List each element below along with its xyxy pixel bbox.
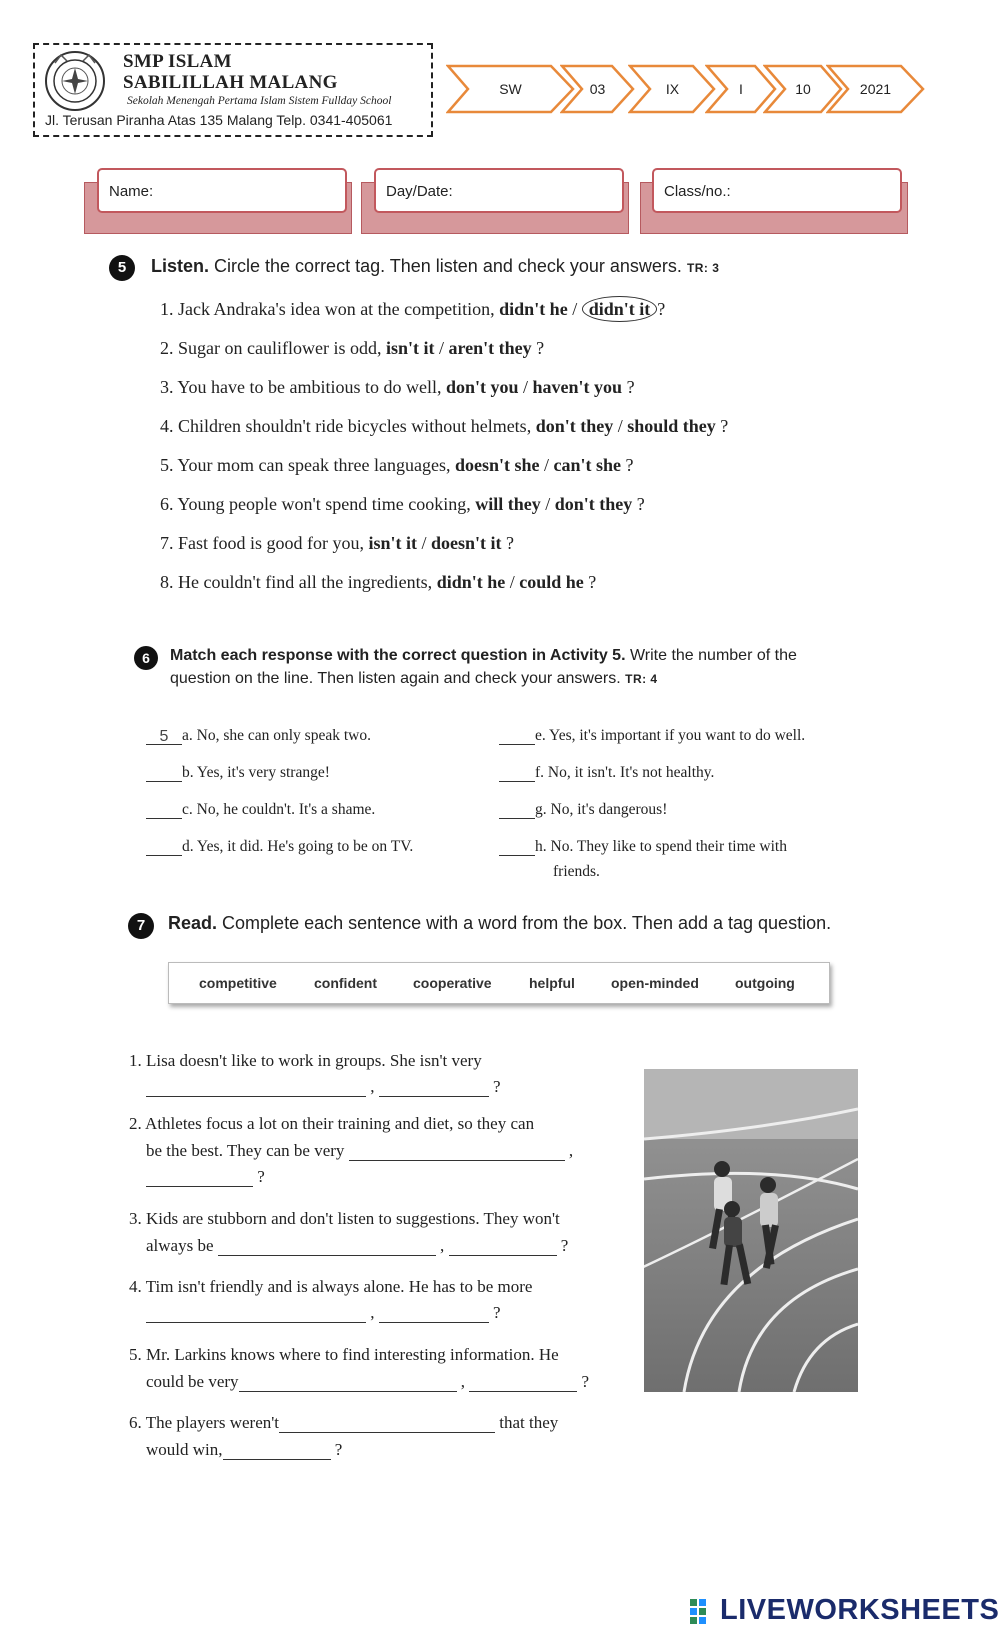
s7-item-3-line2: always be , ? — [146, 1236, 569, 1255]
s7-item-4-line2: , ? — [146, 1303, 501, 1323]
s7-item-4-line1: 4. Tim isn't friendly and is always alone. He has to be more — [129, 1277, 533, 1296]
word-item: competitive — [199, 975, 277, 991]
code-chevron-3 — [628, 64, 716, 114]
answer-input[interactable] — [499, 839, 535, 856]
school-logo-icon — [43, 49, 107, 113]
word-item: outgoing — [735, 975, 795, 991]
q5-item-7: 7. Fast food is good for you, isn't it / doesn't it ? — [160, 533, 515, 553]
word-input[interactable] — [349, 1144, 565, 1161]
q5-item-6: 6. Young people won't spend time cooking, will they / don't they ? — [160, 494, 645, 514]
word-item: helpful — [529, 975, 575, 991]
s7-item-1-line1: 1. Lisa doesn't like to work in groups. She isn't very — [129, 1051, 482, 1070]
tag-input[interactable] — [379, 1306, 489, 1323]
school-name-line1: SMP ISLAM — [123, 51, 232, 72]
s7-item-6-line1: 6. The players weren't that they — [129, 1413, 559, 1432]
section5-number: 5 — [109, 255, 135, 281]
tag-option[interactable]: don't they — [535, 416, 614, 436]
code-label: IX — [665, 81, 680, 97]
tag-option[interactable]: could he — [519, 572, 584, 592]
match-item-a: 5 a. No, she can only speak two. — [146, 727, 371, 745]
q5-item-3: 3. You have to be ambitious to do well, don't you / haven't you ? — [160, 377, 635, 397]
code-label: 03 — [589, 81, 606, 97]
runners-photo — [644, 1069, 858, 1392]
section5-instruction — [151, 256, 719, 277]
match-item-g: g. No, it's dangerous! — [499, 801, 667, 819]
word-item: cooperative — [413, 975, 492, 991]
section5-text: Circle the correct tag. Then listen and check your answers. — [214, 256, 682, 276]
answer-input[interactable] — [146, 802, 182, 819]
word-input[interactable] — [239, 1375, 457, 1392]
code-chevron-2 — [560, 64, 635, 114]
tag-option[interactable]: aren't they — [448, 338, 532, 358]
school-header — [33, 43, 433, 137]
code-chevron-6 — [826, 64, 926, 114]
answer-input[interactable] — [499, 802, 535, 819]
section7-number: 7 — [128, 913, 154, 939]
tag-option[interactable]: doesn't she — [454, 455, 540, 475]
word-input[interactable] — [146, 1080, 366, 1097]
school-name-line2: SABILILLAH MALANG — [123, 72, 338, 93]
tag-input[interactable] — [146, 1170, 253, 1187]
word-item: open-minded — [611, 975, 699, 991]
answer-input[interactable] — [146, 765, 182, 782]
tag-option[interactable]: didn't he — [436, 572, 506, 592]
s7-item-2-line1: 2. Athletes focus a lot on their training and diet, so they can — [129, 1114, 535, 1133]
code-label: SW — [499, 81, 522, 97]
s7-item-5-line1: 5. Mr. Larkins knows where to find interesting information. He — [129, 1345, 559, 1364]
code-label: I — [739, 81, 743, 97]
q5-item-2: 2. Sugar on cauliflower is odd, isn't it / aren't they ? — [160, 338, 545, 358]
tag-option[interactable]: don't they — [554, 494, 633, 514]
code-label: 2021 — [859, 81, 892, 97]
match-item-b: b. Yes, it's very strange! — [146, 764, 330, 782]
match-item-h-cont: friends. — [553, 863, 600, 880]
word-input[interactable] — [279, 1416, 495, 1433]
code-label: 10 — [795, 81, 811, 97]
school-address: Jl. Terusan Piranha Atas 135 Malang Telp. 0341-405061 — [45, 112, 393, 128]
q5-item-8: 8. He couldn't find all the ingredients, didn't he / could he ? — [160, 572, 597, 592]
q5-item-1: 1. Jack Andraka's idea won at the competition, didn't he / didn't it ? — [160, 299, 665, 320]
day-date-field[interactable]: Day/Date: — [374, 168, 624, 213]
section6-instruction-line2: question on the line. Then listen again and check your answers. TR: 4 — [170, 670, 658, 687]
match-item-d: d. Yes, it did. He's going to be on TV. — [146, 838, 413, 856]
s7-item-3-line1: 3. Kids are stubborn and don't listen to suggestions. They won't — [129, 1209, 560, 1228]
section5-title: Listen. — [151, 256, 210, 276]
section6-number: 6 — [134, 646, 158, 670]
liveworksheets-icon — [690, 1599, 716, 1625]
section7-instruction: Read. Complete each sentence with a word from the box. Then add a tag question. — [168, 913, 832, 933]
school-motto: Sekolah Menengah Pertama Islam Sistem Fullday School — [127, 95, 392, 107]
answer-input[interactable] — [499, 728, 535, 745]
s7-item-6-line2: would win, ? — [146, 1440, 343, 1459]
tag-option-circled[interactable]: didn't it — [582, 296, 658, 322]
match-item-e: e. Yes, it's important if you want to do well. — [499, 727, 805, 745]
tag-option[interactable]: isn't it — [368, 533, 418, 553]
section5-track: TR: 3 — [686, 261, 720, 275]
tag-option[interactable]: will they — [475, 494, 541, 514]
class-no-field[interactable]: Class/no.: — [652, 168, 902, 213]
tag-input[interactable] — [449, 1239, 557, 1256]
match-item-h: h. No. They like to spend their time with — [499, 838, 787, 856]
code-chevron-1 — [446, 64, 576, 114]
q5-item-4: 4. Children shouldn't ride bicycles without helmets, don't they / should they ? — [160, 416, 729, 436]
liveworksheets-brand: LIVEWORKSHEETS — [720, 1594, 1000, 1626]
tag-input[interactable] — [223, 1443, 331, 1460]
tag-option[interactable]: don't you — [446, 377, 519, 397]
tag-input[interactable] — [469, 1375, 577, 1392]
q5-item-5: 5. Your mom can speak three languages, doesn't she / can't she ? — [160, 455, 634, 475]
name-field[interactable]: Name: — [97, 168, 347, 213]
tag-option[interactable]: didn't he — [499, 299, 568, 319]
tag-option[interactable]: should they — [627, 416, 716, 436]
tag-option[interactable]: isn't it — [385, 338, 435, 358]
tag-option[interactable]: doesn't it — [431, 533, 502, 553]
word-item: confident — [314, 975, 377, 991]
match-item-c: c. No, he couldn't. It's a shame. — [146, 801, 375, 819]
tag-option[interactable]: haven't you — [532, 377, 623, 397]
s7-item-2-line2: be the best. They can be very , — [146, 1141, 574, 1160]
s7-item-1-line2: , ? — [146, 1077, 501, 1097]
match-item-f: f. No, it isn't. It's not healthy. — [499, 764, 714, 782]
s7-item-5-line2: could be very , ? — [146, 1372, 590, 1391]
answer-input[interactable] — [146, 839, 182, 856]
word-box — [168, 962, 830, 1004]
word-input[interactable] — [146, 1306, 366, 1323]
s7-item-2-line3: ? — [146, 1167, 265, 1187]
word-input[interactable] — [218, 1239, 436, 1256]
tag-input[interactable] — [379, 1080, 489, 1097]
section6-instruction: Match each response with the correct question in Activity 5. Write the number of the — [170, 647, 797, 664]
answer-input[interactable]: 5 — [146, 728, 182, 745]
answer-input[interactable] — [499, 765, 535, 782]
tag-option[interactable]: can't she — [553, 455, 621, 475]
